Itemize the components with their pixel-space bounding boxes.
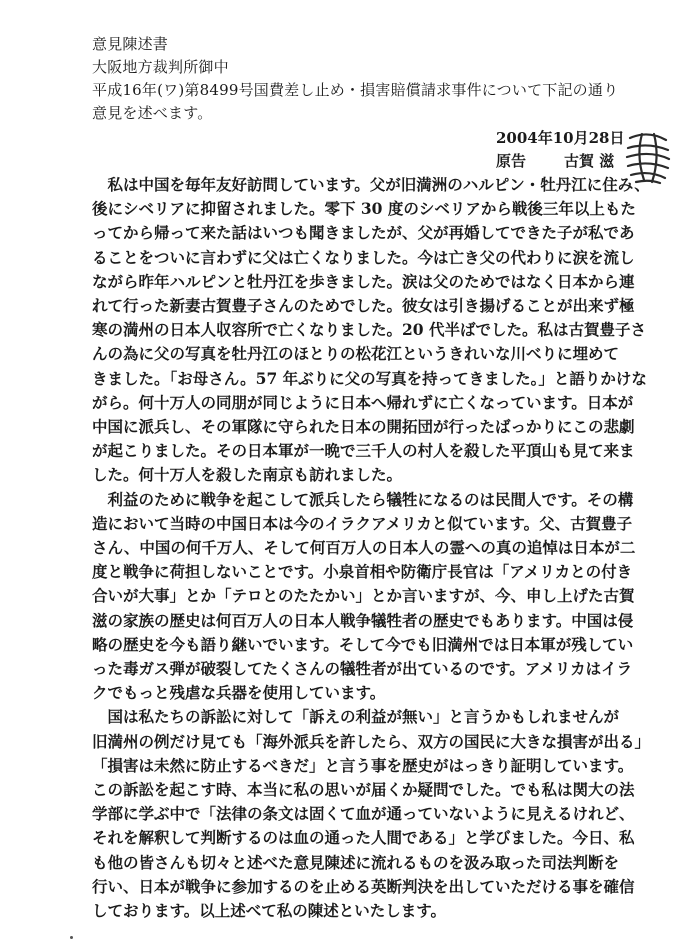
body-line: 滋の家族の歴史は何百万人の日本人戦争犠牲者の歴史でもあります。中国は侵 <box>92 610 634 630</box>
body-line: 合いが大事」とか「テロとのたたかい」とか言いますが、今、申し上げた古賀 <box>92 586 635 606</box>
body-line: 造において当時の中国日本は今のイラクアメリカと似ています。父、古賀豊子 <box>92 513 633 533</box>
body-line: 利益のために戦争を起こして派兵したら犠牲になるのは民間人です。その構 <box>92 489 634 509</box>
body-line: も他の皆さんも切々と述べた意見陳述に流れるものを汲み取った司法判断を <box>92 852 620 872</box>
body-line: 国は私たちの訴訟に対して「訴えの利益が無い」と言うかもしれませんが <box>92 707 620 727</box>
body-line: しております。以上述べて私の陳述といたします。 <box>92 901 447 921</box>
body-line: さん、中国の何千万人、そして何百万人の日本人の霊への真の追悼は日本が二 <box>92 538 636 558</box>
document-date: 2004年10月28日 <box>496 129 625 147</box>
body-line: れて行った新妻古賀豊子さんのためでした。彼女は引き揚げることが出来ず極 <box>92 296 635 316</box>
plaintiff-role: 原告 <box>496 152 527 170</box>
body-line: った毒ガス弾が破裂してたくさんの犠牲者が出ているのです。アメリカはイラ <box>92 659 633 679</box>
body-line: んの為に父の写真を牡丹江のほとりの松花江というきれいな川べりに埋めて <box>92 344 620 364</box>
body-line: 寒の満州の日本人収容所で亡くなりました。20 代半ばでした。私は古賀豊子さ <box>92 320 646 340</box>
body-line: がら。何十万人の同朋が同じように日本へ帰れずに亡くなっています。日本が <box>92 392 634 412</box>
body-line: 学部に学ぶ中で「法律の条文は固くて血が通っていないように見えるけれど、 <box>92 804 635 824</box>
body-line: ることをついに言わずに父は亡くなりました。今は亡き父の代わりに涙を流し <box>92 247 635 267</box>
body-line: 後にシベリアに抑留されました。零下 30 度のシベリアから戦後三年以上もた <box>92 199 636 219</box>
court-addressee: 大阪地方裁判所御中 <box>92 58 229 76</box>
body-line: ながら昨年ハルピンと牡丹江を歩きました。涙は父のためではなく日本から連 <box>92 271 635 291</box>
plaintiff-name: 古賀 滋 <box>564 152 615 170</box>
case-line-1: 平成16年(ワ)第8499号国費差し止め・損害賠償請求事件について下記の通り <box>92 81 619 99</box>
body-line: した。何十万人を殺した南京も訪れました。 <box>92 465 403 485</box>
body-line: 度と戦争に荷担しないことです。小泉首相や防衛庁長官は「アメリカとの付き <box>92 562 633 582</box>
body-line: この訴訟を起こす時、本当に私の思いが届くか疑問でした。でも私は関大の法 <box>92 780 635 800</box>
body-line: 行い、日本が戦争に参加するのを止める英断判決を出していただける事を確信 <box>92 876 635 896</box>
body-line: が起こりました。その日本軍が一晩で三千人の村人を殺した平頂山も見て来ま <box>92 441 635 461</box>
document-title: 意見陳述書 <box>92 35 169 53</box>
body-line: 私は中国を毎年友好訪問しています。父が旧満洲のハルピン・牡丹江に住み、 <box>92 175 650 194</box>
body-line: それを解釈して判断するのは血の通った人間である」と学びました。今日、私 <box>92 828 635 848</box>
body-line: ってから帰って来た話はいつも聞きましたが、父が再婚してできた子が私であ <box>92 223 635 243</box>
statement-body <box>92 173 652 923</box>
body-line: クでもっと残虐な兵器を使用しています。 <box>92 683 386 703</box>
body-line: きました。「お母さん。57 年ぶりに父の写真を持ってきました。」と語りかけな <box>92 368 647 388</box>
scan-speck <box>70 936 73 939</box>
body-line: 中国に派兵し、その軍隊に守られた日本の開拓団が行ったばっかりにこの悲劇 <box>92 417 635 437</box>
body-line: 「損害は未然に防止するべきだ」と言う事を歴史がはっきり証明しています。 <box>92 755 634 775</box>
body-line: 略の歴史を今も語り継いでいます。そして今でも旧満州では日本軍が残してい <box>92 634 634 654</box>
body-line: 旧満州の例だけ見ても「海外派兵を許したら、双方の国民に大きな損害が出る」 <box>92 731 651 751</box>
case-line-2: 意見を述べます。 <box>92 104 213 122</box>
